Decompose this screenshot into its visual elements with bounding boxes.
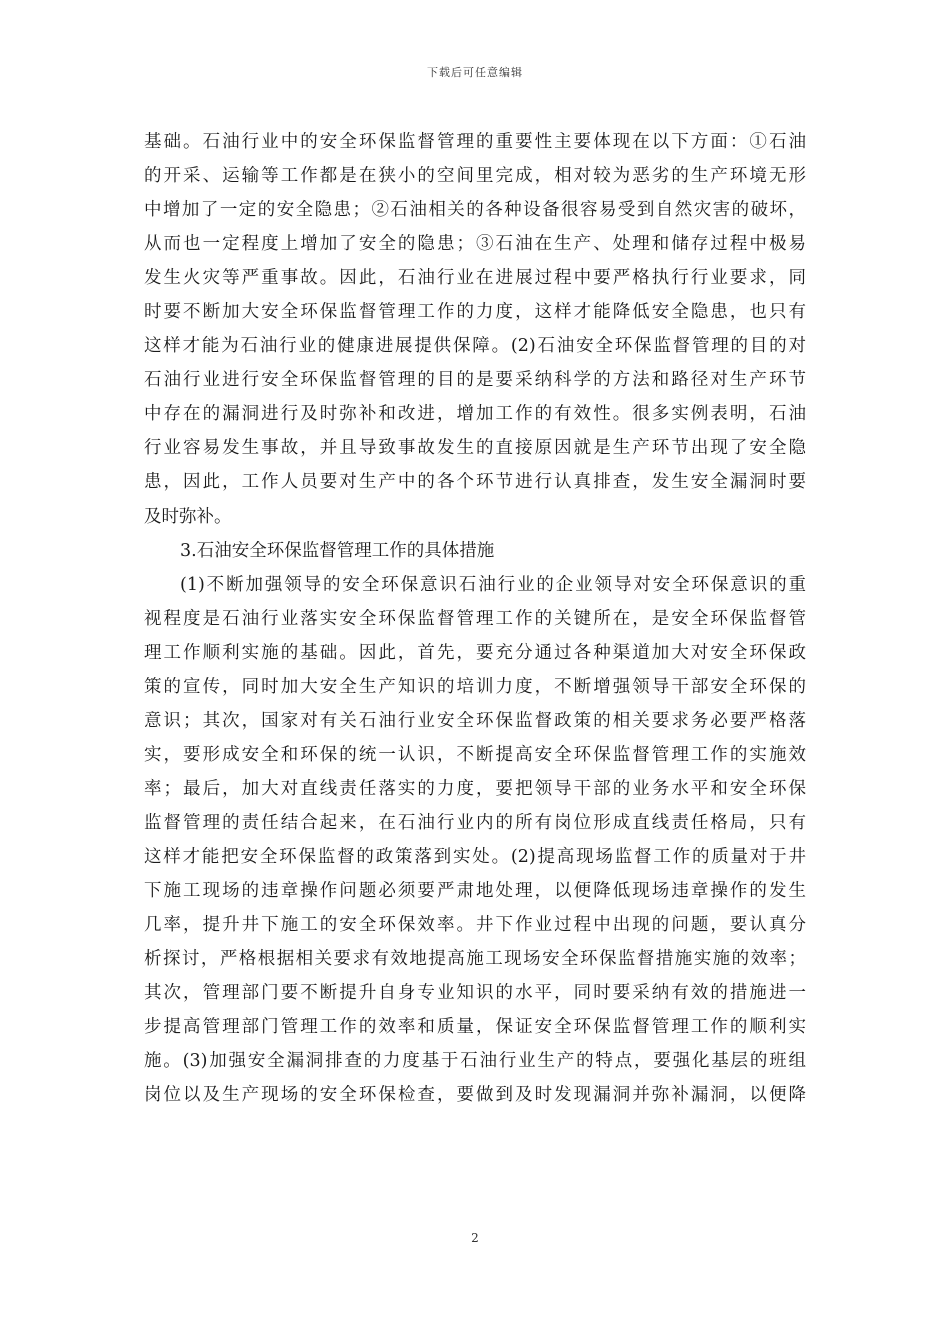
text-line: 这样才能把安全环保监督的政策落到实处。(2)提高现场监督工作的质量对于井 (144, 846, 806, 867)
text-line: 意识；其次，国家对有关石油行业安全环保监督政策的相关要求务必要严格落 (144, 710, 806, 731)
text-line: 率；最后，加大对直线责任落实的力度，要把领导干部的业务水平和安全环保 (144, 778, 806, 799)
text-line: 石油行业进行安全环保监督管理的目的是要采纳科学的方法和路径对生产环节 (144, 370, 806, 391)
text-line: 视程度是石油行业落实安全环保监督管理工作的关键所在，是安全环保监督管 (144, 608, 806, 629)
text-line: 析探讨，严格根据相关要求有效地提高施工现场安全环保监督措施实施的效率； (144, 949, 806, 970)
text-line: 施。(3)加强安全漏洞排查的力度基于石油行业生产的特点，要强化基层的班组 (144, 1051, 806, 1072)
text-line: 监督管理的责任结合起来，在石油行业内的所有岗位形成直线责任格局，只有 (144, 812, 806, 833)
text-line: 理工作顺利实施的基础。因此，首先，要充分通过各种渠道加大对安全环保政 (144, 642, 806, 663)
text-line: 发生火灾等严重事故。因此，石油行业在进展过程中要严格执行行业要求，同 (144, 268, 806, 289)
text-line: (1)不断加强领导的安全环保意识石油行业的企业领导对安全环保意识的重 (180, 574, 806, 595)
text-line: 从而也一定程度上增加了安全的隐患；③石油在生产、处理和储存过程中极易 (144, 234, 806, 255)
text-line: 实，要形成安全和环保的统一认识，不断提高安全环保监督管理工作的实施效 (144, 744, 806, 765)
text-line: 中存在的漏洞进行及时弥补和改进，增加工作的有效性。很多实例表明，石油 (144, 404, 806, 425)
text-line: 其次，管理部门要不断提升自身专业知识的水平，同时要采纳有效的措施进一 (144, 983, 806, 1004)
text-line: 及时弥补。 (144, 506, 232, 527)
text-line: 患，因此，工作人员要对生产中的各个环节进行认真排查，发生安全漏洞时要 (144, 472, 806, 493)
page-header: 下载后可任意编辑 (427, 66, 523, 79)
text-line: 步提高管理部门管理工作的效率和质量，保证安全环保监督管理工作的顺利实 (144, 1017, 806, 1038)
text-line: 的开采、运输等工作都是在狭小的空间里完成，相对较为恶劣的生产环境无形 (144, 166, 806, 187)
text-line: 时要不断加大安全环保监督管理工作的力度，这样才能降低安全隐患，也只有 (144, 302, 806, 323)
body-text (144, 125, 806, 1112)
text-line: 岗位以及生产现场的安全环保检查，要做到及时发现漏洞并弥补漏洞，以便降 (144, 1085, 806, 1106)
section-heading: 3.石油安全环保监督管理工作的具体措施 (180, 540, 495, 561)
text-line: 中增加了一定的安全隐患；②石油相关的各种设备很容易受到自然灾害的破坏， (144, 200, 806, 221)
text-line: 几率，提升井下施工的安全环保效率。井下作业过程中出现的问题，要认真分 (144, 915, 806, 936)
text-line: 这样才能为石油行业的健康进展提供保障。(2)石油安全环保监督管理的目的对 (144, 336, 806, 357)
text-line: 行业容易发生事故，并且导致事故发生的直接原因就是生产环节出现了安全隐 (144, 438, 806, 459)
page-number: 2 (471, 1231, 479, 1245)
text-line: 策的宣传，同时加大安全生产知识的培训力度，不断增强领导干部安全环保的 (144, 676, 806, 697)
text-line: 基础。石油行业中的安全环保监督管理的重要性主要体现在以下方面：①石油 (144, 132, 806, 152)
text-line: 下施工现场的违章操作问题必须要严肃地处理，以便降低现场违章操作的发生 (144, 881, 806, 902)
